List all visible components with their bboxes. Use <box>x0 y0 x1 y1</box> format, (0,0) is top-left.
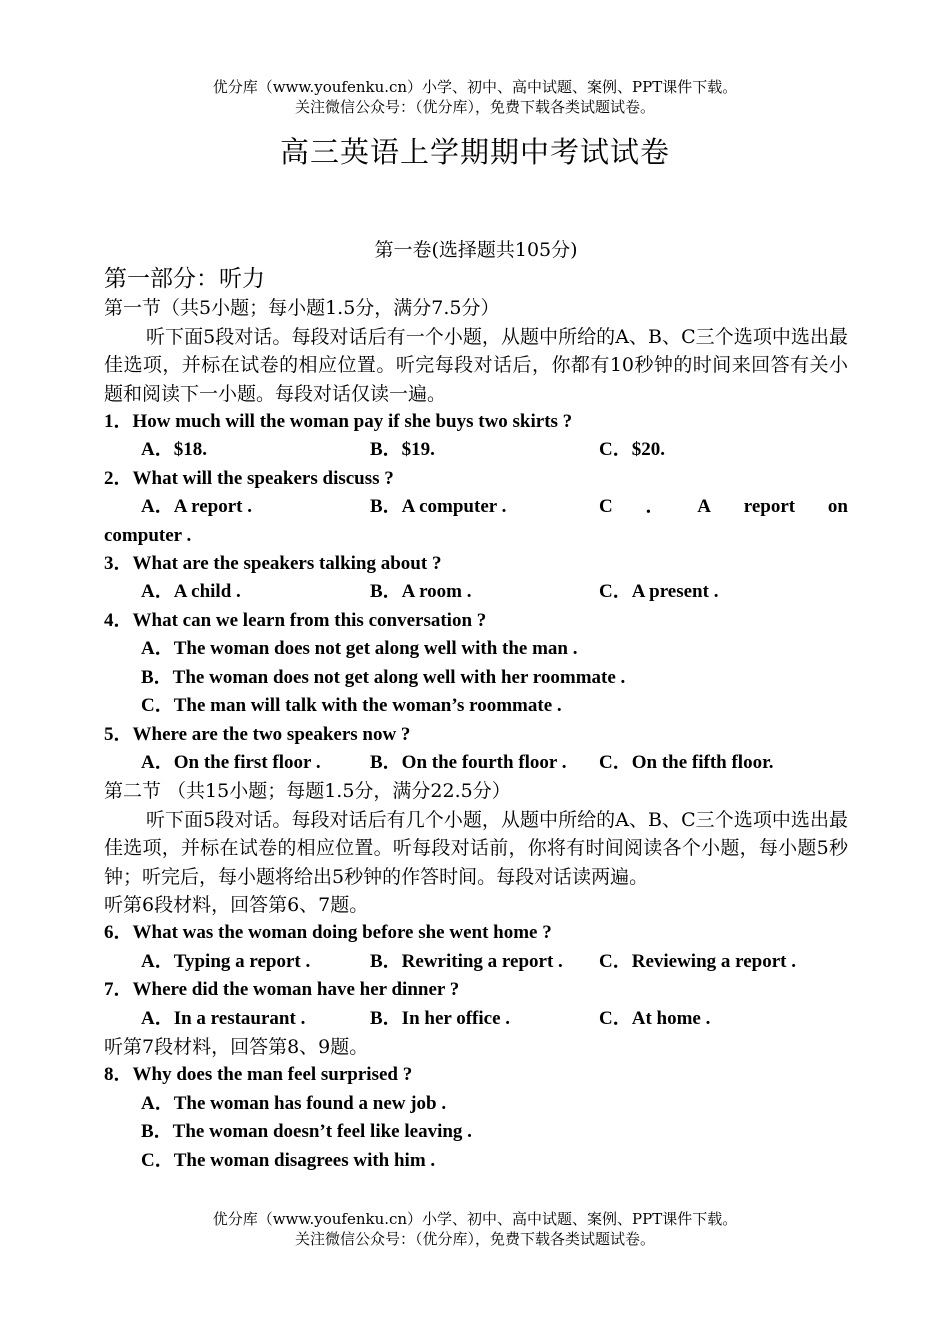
question-6: 6．What was the woman doing before she went home ? <box>104 922 552 944</box>
section-1-heading: 第一节（共5小题；每小题1.5分，满分7.5分） <box>104 297 500 320</box>
option-a: A．Typing a report . <box>141 950 311 972</box>
option-b: B．A computer . <box>370 496 507 518</box>
material-7-note: 听第7段材料，回答第8、9题。 <box>104 1035 369 1058</box>
option-b: B．In her office . <box>370 1007 511 1029</box>
header-line-1: 优分库（www.youfenku.cn）小学、初中、高中试题、案例、PPT课件下载。 <box>212 78 738 96</box>
option-c-continuation: computer . <box>104 524 192 546</box>
question-3: 3．What are the speakers talking about ? <box>104 553 442 575</box>
option-b: B．On the fourth floor . <box>370 751 567 773</box>
section-2-heading: 第二节 （共15小题；每题1.5分，满分22.5分） <box>104 780 511 803</box>
question-3-options <box>104 578 848 606</box>
volume-heading: 第一卷(选择题共105分) <box>374 239 578 261</box>
exam-title: 高三英语上学期期中考试试卷 <box>279 135 670 169</box>
option-c: C．At home . <box>599 1007 711 1029</box>
option-c-part: on <box>827 496 848 518</box>
option-a: A．In a restaurant . <box>141 1007 306 1029</box>
part-heading: 第一部分：听力 <box>104 266 265 293</box>
option-c <box>599 493 848 521</box>
section-2-instructions: 听下面5段对话。每段对话后有几个小题，从题中所给的A、B、C三个选项中选出最佳选项，并标在试卷的相应位置。听每段对话前，你将有时间阅读各个小题，每小题5秒钟；听完后，每小题将给出5秒钟的作答时间。每段对话读两遍。 <box>104 808 848 888</box>
option-a: A．The woman has found a new job . <box>141 1092 447 1114</box>
page-header <box>0 77 950 117</box>
footer-line-2: 关注微信公众号：（优分库），免费下载各类试题试卷。 <box>294 1230 655 1248</box>
option-a: A．A child . <box>141 581 241 603</box>
question-5: 5．Where are the two speakers now ? <box>104 723 411 745</box>
question-7-options <box>104 1005 848 1033</box>
question-6-options <box>104 948 848 976</box>
question-1: 1．How much will the woman pay if she buys two skirts ? <box>104 411 573 433</box>
footer-line-1: 优分库（www.youfenku.cn）小学、初中、高中试题、案例、PPT课件下载。 <box>212 1210 738 1228</box>
option-c-part: ． <box>645 496 665 518</box>
material-6-note: 听第6段材料，回答第6、7题。 <box>104 893 369 916</box>
option-c-part: C <box>599 496 613 518</box>
page-footer <box>0 1209 950 1249</box>
question-5-options <box>104 749 848 777</box>
option-b: B．The woman doesn’t feel like leaving . <box>141 1121 472 1143</box>
option-c: C．On the fifth floor. <box>599 751 774 773</box>
exam-body <box>104 236 848 1175</box>
section-1-instructions: 听下面5段对话。每段对话后有一个小题，从题中所给的A、B、C三个选项中选出最佳选项，并标在试卷的相应位置。听完每段对话后，你都有10秒钟的时间来回答有关小题和阅读下一小题。每段对话仅读一遍。 <box>104 325 848 405</box>
option-c: C．The man will talk with the woman’s roommate . <box>141 695 562 717</box>
option-b: B．Rewriting a report . <box>370 950 563 972</box>
option-a: A．On the first floor . <box>141 751 321 773</box>
option-c: C．The woman disagrees with him . <box>141 1149 436 1171</box>
header-line-2: 关注微信公众号：（优分库），免费下载各类试题试卷。 <box>294 98 655 116</box>
question-1-options <box>104 436 848 464</box>
question-2-options <box>104 493 848 521</box>
option-c: C．A present . <box>599 581 719 603</box>
question-4: 4．What can we learn from this conversation ? <box>104 609 487 631</box>
option-a: A．A report . <box>141 496 252 518</box>
option-b: B．$19. <box>370 439 435 461</box>
option-c: C．$20. <box>599 439 665 461</box>
option-b: B．The woman does not get along well with her roommate . <box>141 666 626 688</box>
option-b: B．A room . <box>370 581 472 603</box>
option-a: A．$18. <box>141 439 207 461</box>
option-c: C．Reviewing a report . <box>599 950 797 972</box>
option-c-part: A <box>697 496 712 518</box>
question-8: 8．Why does the man feel surprised ? <box>104 1064 413 1086</box>
option-a: A．The woman does not get along well with the man . <box>141 638 578 660</box>
option-c-part: report <box>743 496 796 518</box>
question-7: 7．Where did the woman have her dinner ? <box>104 979 460 1001</box>
question-2: 2．What will the speakers discuss ? <box>104 467 394 489</box>
